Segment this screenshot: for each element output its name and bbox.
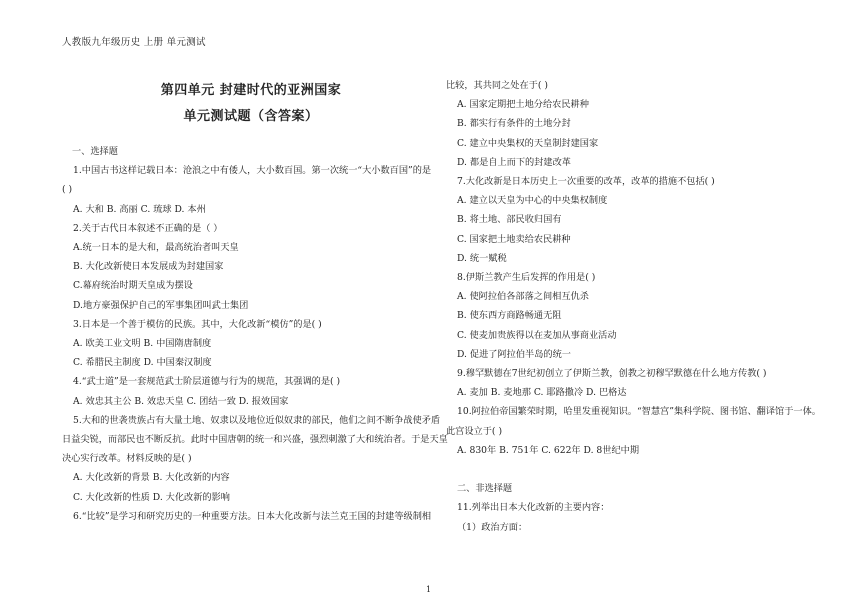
question-line: 3.日本是一个善于模仿的民族。其中，大化改新“模仿”的是( ) <box>73 318 322 330</box>
option-line: B. 大化改新使日本发展成为封建国家 <box>73 261 224 273</box>
question-line: 2.关于古代日本叙述不正确的是（ ） <box>73 222 223 234</box>
question-line: 日益尖锐，而部民也不断反抗。此时中国唐朝的统一和兴盛，强烈刺激了大和统治者。于是天皇 <box>62 434 448 446</box>
question-line: 4.“武士道”是一套规范武士阶层道德与行为的规范，其强调的是( ) <box>73 376 341 388</box>
option-line: C. 建立中央集权的天皇制封建国家 <box>457 137 599 149</box>
option-line: D. 统一赋税 <box>457 252 507 264</box>
option-line: A. 使阿拉伯各部落之间相互仇杀 <box>457 291 589 303</box>
left-column <box>62 142 448 526</box>
question-line: 决心实行改革。材料反映的是( ) <box>62 453 192 465</box>
option-line: C. 希腊民主制度 D. 中国秦汉制度 <box>73 357 212 369</box>
option-line: A. 欧美工业文明 B. 中国隋唐制度 <box>73 338 212 350</box>
question-line: 1.中国古书这样记载日本：沧浪之中有倭人，大小数百国。第一次统一“大小数百国”的是 <box>73 165 432 177</box>
question-line: 7.大化改新是日本历史上一次重要的改革，改革的措施不包括( ) <box>457 176 715 188</box>
option-line: B. 都实行有条件的土地分封 <box>457 118 571 130</box>
question-line: 11.列举出日本大化改新的主要内容： <box>457 502 610 514</box>
option-line: A. 麦加 B. 麦地那 C. 耶路撒冷 D. 巴格达 <box>457 387 627 399</box>
question-line: 5.大和的世袭贵族占有大量土地、奴隶以及地位近似奴隶的部民，他们之间不断争战使矛盾 <box>73 414 441 426</box>
blank-line <box>446 460 836 479</box>
option-line: C. 国家把土地卖给农民耕种 <box>457 233 571 245</box>
question-line: 此宫设立于( ) <box>446 425 503 437</box>
section-heading-choice: 一、选择题 <box>72 146 118 157</box>
question-line: 6.“比较”是学习和研究历史的一种重要方法。日本大化改新与法兰克王国的封建等级制相 <box>73 510 432 522</box>
question-line: 8.伊斯兰教产生后发挥的作用是( ) <box>457 272 596 284</box>
right-column <box>446 76 836 537</box>
option-line: C. 大化改新的性质 D. 大化改新的影响 <box>73 491 230 503</box>
page-number: 1 <box>426 585 432 594</box>
section-heading-nonchoice: 二、非选择题 <box>457 483 513 495</box>
unit-title: 第四单元 封建时代的亚洲国家 <box>160 83 342 98</box>
option-line: C. 使麦加贵族得以在麦加从事商业活动 <box>457 329 617 341</box>
option-line: A. 830年 B. 751年 C. 622年 D. 8世纪中期 <box>457 444 640 456</box>
option-line: C.幕府统治时期天皇成为摆设 <box>73 280 193 292</box>
page-header: 人教版九年级历史 上册 单元测试 <box>62 37 206 48</box>
option-line: A. 大和 B. 高丽 C. 琉球 D. 本州 <box>73 203 206 215</box>
question-line: 比较，其共同之处在于( ) <box>446 80 548 91</box>
option-line: A. 建立以天皇为中心的中央集权制度 <box>457 195 608 207</box>
option-line: B. 将土地、部民收归国有 <box>457 214 562 226</box>
option-line: D. 促进了阿拉伯半岛的统一 <box>457 348 571 360</box>
question-line: 9.穆罕默德在7世纪初创立了伊斯兰教，创教之初穆罕默德在什么地方传教( ) <box>457 368 767 380</box>
question-line: ( ) <box>62 184 73 196</box>
option-line: A.统一日本的是大和，最高统治者叫天皇 <box>73 242 239 254</box>
answer-prompt: （1）政治方面： <box>457 521 528 533</box>
question-line: 10.阿拉伯帝国繁荣时期，哈里发重视知识。“智慧宫”集科学院、图书馆、翻译馆于一体。 <box>457 406 821 418</box>
option-line: A. 国家定期把土地分给农民耕种 <box>457 99 589 111</box>
test-title: 单元测试题（含答案） <box>183 109 319 124</box>
option-line: A. 大化改新的背景 B. 大化改新的内容 <box>73 472 230 484</box>
option-line: A. 效忠其主公 B. 效忠天皇 C. 团结一致 D. 报效国家 <box>73 395 289 407</box>
option-line: D.地方豪强保护自己的军事集团叫武士集团 <box>73 299 249 311</box>
option-line: D. 都是自上而下的封建改革 <box>457 156 571 168</box>
option-line: B. 使东西方商路畅通无阻 <box>457 310 562 322</box>
